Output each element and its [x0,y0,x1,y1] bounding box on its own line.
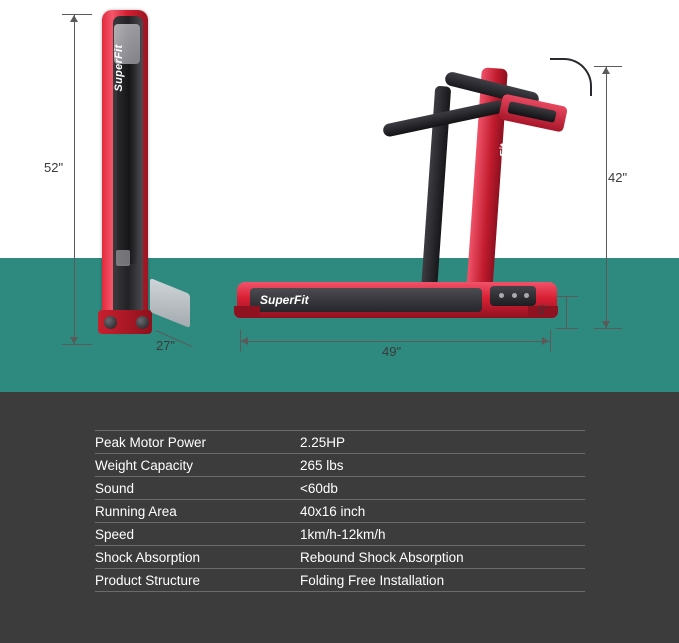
dim-line-folded-height [74,14,75,344]
dim-tick-folded-bottom [62,344,92,345]
dim-line-open-length [240,341,550,342]
dim-tick-openheight-bottom [594,328,622,329]
dim-arrow-folded-bottom [70,337,78,344]
dim-arrow-open-right [542,337,549,345]
table-row [95,523,585,546]
specification-table [95,430,585,592]
brand-logo-deck: SuperFit [260,293,309,307]
spec-value: Rebound Shock Absorption [300,546,585,569]
folded-side-strip [116,250,130,266]
spec-value: 265 lbs [300,454,585,477]
dim-label-deck-height: 5" [538,303,549,317]
dim-tick-deck-top [556,296,578,297]
spec-label: Running Area [95,500,300,523]
table-row [95,546,585,569]
table-row [95,477,585,500]
spec-value: 1km/h-12km/h [300,523,585,546]
spec-label: Weight Capacity [95,454,300,477]
dim-tick-open-right [550,330,551,352]
dim-label-folded-depth: 27" [156,338,176,353]
deck-foot-left [234,306,260,318]
table-row [95,431,585,454]
spec-value: Folding Free Installation [300,569,585,592]
spec-value: 2.25HP [300,431,585,454]
table-row [95,569,585,592]
spec-label: Peak Motor Power [95,431,300,454]
spec-value: <60db [300,477,585,500]
specification-panel [0,392,679,643]
table-row [95,500,585,523]
spec-value: 40x16 inch [300,500,585,523]
spec-label: Product Structure [95,569,300,592]
transport-wheel-right [136,316,149,329]
spec-label: Shock Absorption [95,546,300,569]
spec-label: Sound [95,477,300,500]
dim-label-open-length: 49" [382,344,402,359]
transport-wheel-left [104,316,117,329]
dim-tick-deck-bottom [556,328,578,329]
dim-label-open-height: 42" [608,170,628,185]
brand-logo-folded: SuperFit [113,44,125,92]
dim-arrow-openheight-top [602,67,610,74]
spec-label: Speed [95,523,300,546]
dim-arrow-folded-top [70,15,78,22]
dim-label-folded-height: 52" [44,160,64,175]
brand-logo-riser: SuperFit [498,143,511,189]
treadmill-open-view [232,50,612,340]
dim-line-deck-height [566,296,567,328]
dim-arrow-openheight-bottom [602,321,610,328]
table-row [95,454,585,477]
deck-control-panel [490,286,536,306]
power-cable [550,58,592,96]
dim-line-open-height [606,66,607,328]
dim-arrow-open-left [241,337,248,345]
